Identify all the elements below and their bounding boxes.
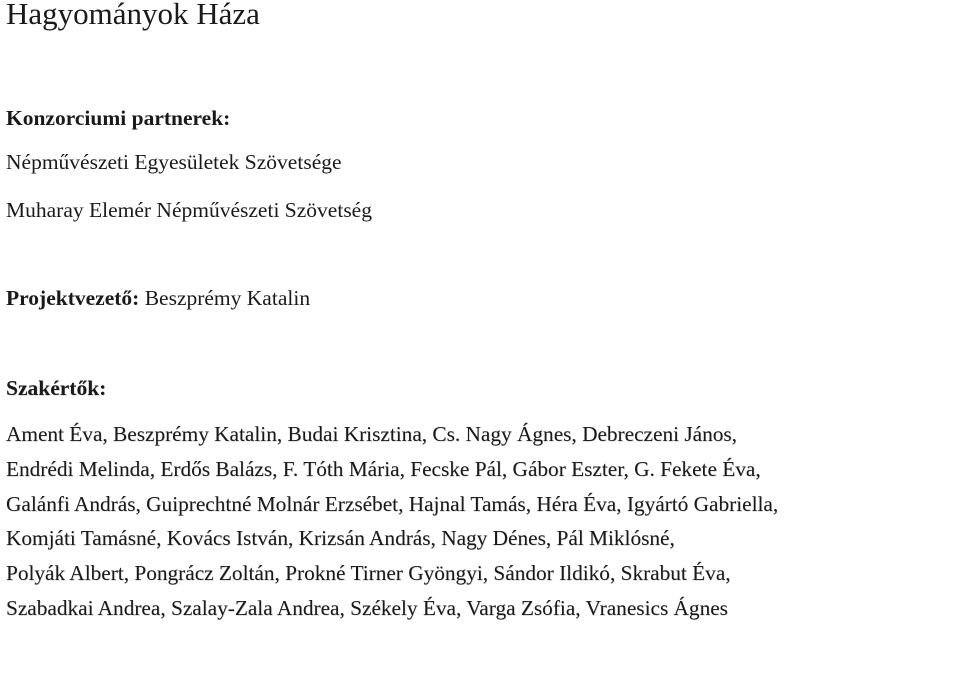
experts-line-6: Szabadkai Andrea, Szalay-Zala Andrea, Székely Éva, Varga Zsófia, Vranesics Ágnes [6, 595, 728, 620]
consortium-partner-1: Népművészeti Egyesületek Szövetsége [6, 150, 342, 174]
experts-line-5: Polyák Albert, Pongrácz Zoltán, Prokné Tirner Gyöngyi, Sándor Ildikó, Skrabut Éva, [6, 561, 731, 586]
experts-list [6, 424, 778, 633]
consortium-heading: Konzorciumi partnerek: [6, 106, 231, 130]
experts-line-3: Galánfi András, Guiprechtné Molnár Erzsébet, Hajnal Tamás, Héra Éva, Igyártó Gabriella, [6, 491, 779, 516]
project-lead-row [6, 288, 310, 310]
project-lead-label: Projektvezető: [6, 286, 140, 310]
project-lead-name: Beszprémy Katalin [144, 286, 311, 310]
experts-line-2: Endrédi Melinda, Erdős Balázs, F. Tóth Mária, Fecske Pál, Gábor Eszter, G. Fekete Éva, [6, 456, 761, 481]
consortium-partner-2: Muharay Elemér Népművészeti Szövetség [6, 198, 372, 222]
experts-line-1: Ament Éva, Beszprémy Katalin, Budai Krisztina, Cs. Nagy Ágnes, Debreczeni János, [6, 422, 737, 446]
page-title: Hagyományok Háza [6, 0, 260, 31]
experts-heading: Szakértők: [6, 376, 107, 400]
experts-line-4: Komjáti Tamásné, Kovács István, Krizsán András, Nagy Dénes, Pál Miklósné, [6, 526, 675, 551]
